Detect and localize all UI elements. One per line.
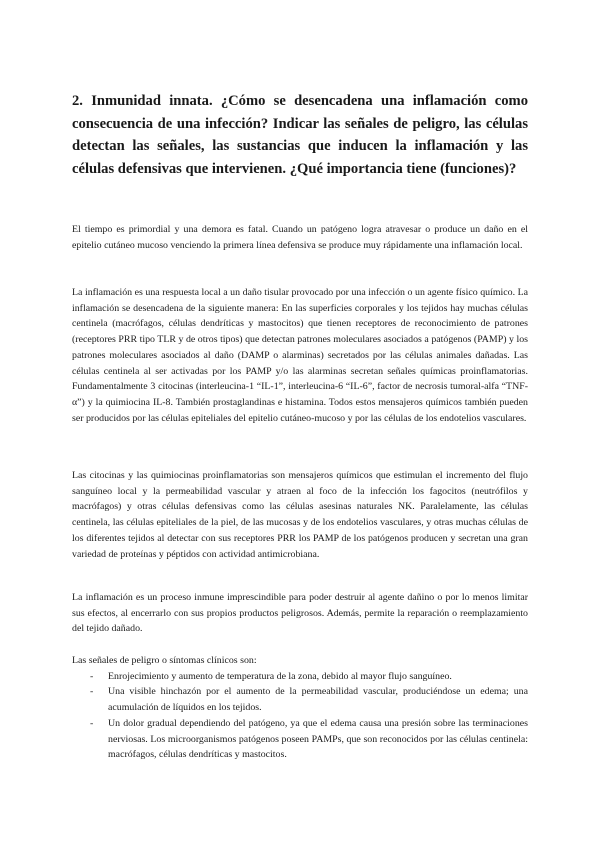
bullet-dash: - [90, 717, 94, 729]
bullet-dash: - [90, 686, 94, 698]
paragraph-inflammation-mechanism: La inflamación es una respuesta local a un daño tisular provocado por una infección o un agente físico químico. La inflamación se desencadena de la siguiente manera: En las superficies corporales y los tejidos hay muchas células centinela (macrófagos, células dendríticas y mastocitos) que tienen receptores de reconocimiento de patrones (receptores PRR tipo TLR y de otros tipos) que detectan patrones moleculares asociados a patógenos (PAMP) y los patrones moleculares asociados al daño (DAMP o alarminas) secretados por las células animales dañadas. Las células centinela al ser activadas por los PAMP y/o las alarminas secretan señales químicas proinflamatorias. Fundamentalmente 3 citocinas (interleucina-1 “IL-1”, interleucina-6 “IL-6”, factor de necrosis tumoral-alfa “TNF-α”) y la quimiocina IL-8. También prostaglandinas e histamina. Todos estos mensajeros químicos también pueden ser producidos por las células epiteliales del epitelio cutáneo-mucoso y por las células de los endotelios vasculares. [72, 287, 528, 424]
question-heading: 2. Inmunidad innata. ¿Cómo se desencadena una inflamación como consecuencia de una infección? Indicar las señales de peligro, las células detectan las señales, las sustancias que inducen la inflamación y las células defensivas que intervienen. ¿Qué importancia tiene (funciones)? [72, 93, 528, 177]
list-item-text: Un dolor gradual dependiendo del patógeno, ya que el edema causa una presión sobre las terminaciones nerviosas. Los microorganismos patógenos poseen PAMPs, que son reconocidos por las células centinela: macrófagos, células dendríticas y mastocitos. [108, 717, 528, 761]
list-intro: Las señales de peligro o síntomas clínicos son: [72, 655, 257, 666]
paragraph-cytokines: Las citocinas y las quimiocinas proinflamatorias son mensajeros químicos que estimulan el incremento del flujo sanguíneo local y la permeabilidad vascular y atraen al foco de la infección los fagocitos (neutrófilos y macrófagos) y otras células defensivas como las células asesinas naturales NK. Paralelamente, las células centinela, las células epiteliales de la piel, de las mucosas y de los endotelios vasculares, y otras muchas células de los diferentes tejidos al detectar con sus receptores PRR los PAMP de los patógenos producen y secretan una gran variedad de proteínas y péptidos con actividad antimicrobiana. [72, 470, 528, 560]
list-item [72, 716, 528, 763]
danger-signals-section [72, 653, 528, 763]
bullet-dash: - [90, 670, 94, 682]
list-item [72, 684, 528, 715]
paragraph-importance: La inflamación es un proceso inmune imprescindible para poder destruir al agente dañino o por lo menos limitar sus efectos, al encerrarlo con sus propios productos peligrosos. Además, permite la reparación o reemplazamiento del tejido dañado. [72, 592, 528, 635]
paragraph-intro: El tiempo es primordial y una demora es fatal. Cuando un patógeno logra atravesar o produce un daño en el epitelio cutáneo mucoso venciendo la primera línea defensiva se produce muy rápidamente una inflamación local. [72, 224, 528, 251]
list-item [72, 669, 528, 685]
list-item-text: Enrojecimiento y aumento de temperatura de la zona, debido al mayor flujo sanguíneo. [108, 670, 452, 682]
list-item-text: Una visible hinchazón por el aumento de la permeabilidad vascular, produciéndose un edema; una acumulación de líquidos en los tejidos. [108, 686, 528, 714]
danger-signals-list [72, 669, 528, 763]
